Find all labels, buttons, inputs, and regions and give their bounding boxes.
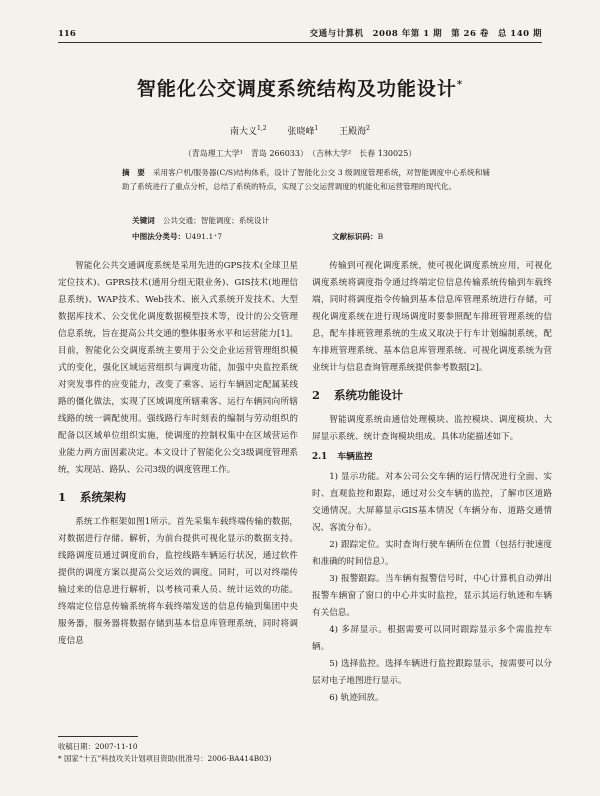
abstract-text: 采用客户机/服务器(C/S)结构体系，设计了智能化公交 3 级调度管理系统，对智能调度中心系统和辅助了系统进行了重点分析，总结了系统的特点，实现了公交运营调度的机能化和运营管理的现代化。 <box>122 168 491 191</box>
clc-value: U491.1⁺7 <box>185 232 223 241</box>
doc-code-label: 文献标识码： <box>332 232 378 241</box>
author-affil-mark: 1 <box>314 125 319 132</box>
section-number: 1 <box>58 490 67 504</box>
journal-info: 交通与计算机 2008 年第 1 期 第 26 卷 总 140 期 <box>309 29 542 39</box>
section-heading <box>312 387 552 404</box>
list-item: 4) 多屏显示。根据需要可以同时跟踪显示多个需监控车辆。 <box>312 625 552 652</box>
author-affil-mark: 2 <box>366 125 370 132</box>
author <box>230 127 267 137</box>
section-title: 系统功能设计 <box>334 388 404 402</box>
body-paragraph: 智能调度系统由通信处理模块、监控模块、调度模块、大屏显示系统、统计查询模块组成。具体功能描述如下。 <box>312 415 552 442</box>
title-footnote-mark: * <box>456 79 464 91</box>
intro-paragraph: 智能化公共交通调度系统是采用先进的GPS技术(全球卫星定位技术)、GPRS技术(通用分组无限业务)、GIS技术(地理信息系统)、WAP技术、Web技术、嵌入式系统开发技术、大型数据库技术、公交优化调度数据模型技术等，设计的公交管理信息系统，旨在提高公共交通的整体服务水平和运营能力[1]。目前，智能化公交调度系统主要用于公交企业运营管理组织模式的变化，强化区域运营组织与调度功能，加强中央监控系统对突发事件的应变能力，改变了乘客、运行车辆固定配属某线路的僵化做法，实现了区域调度所辖乘客、运行车辆同向所辖线路的统一调配使用。强线路行车时刻表的编制与劳动组织的配备以区域单位组织实施，使调度的控制权集中在区域营运作业能力两方面因素决定。本文设计了智能化公交3级调度管理系统，实现站、路队、公司3级的调度管理工作。 <box>58 261 298 475</box>
author-affil-mark: 1,2 <box>257 125 267 132</box>
author-list <box>0 124 600 137</box>
keywords-label: 关键词 <box>132 216 155 225</box>
author <box>339 127 370 137</box>
abstract <box>122 166 490 194</box>
section-title: 系统架构 <box>80 490 127 504</box>
list-item: 6) 轨迹回放。 <box>329 693 384 703</box>
footnote-funding: * 国家“十五”科技攻关计划项目资助(批准号：2006-BA414B03) <box>58 754 272 763</box>
list-item: 1) 显示功能。对本公司公交车辆的运行情况进行全面、实时、直观监控和跟踪，通过对公交车辆的监控，了解市区道路交通情况。大屏幕显示GIS基本情况（车辆分布、道路交通情况、客流分布）。 <box>312 472 552 533</box>
paper-title <box>0 74 600 101</box>
keywords <box>132 215 269 226</box>
section-heading <box>58 489 298 506</box>
author-name: 南大义 <box>230 127 258 137</box>
paper-title-text: 智能化公交调度系统结构及功能设计 <box>136 78 457 100</box>
section-number: 2 <box>312 388 321 402</box>
doc-code-value: B <box>377 232 384 241</box>
footnote-received: 收稿日期：2007-11-10 <box>58 742 138 751</box>
keywords-text: 公共交通；智能调度；系统设计 <box>162 216 270 225</box>
body-paragraph: 系统工作框架如图1所示。首先采集车载终端传输的数据，对数据进行存储、解析，为前台提供可视化显示的数据支持。线路调度员通过调度前台，监控线路车辆运行状况，通过软件提供的调度方案以提高公交运效的调度。同时，可以对终端传输过来的信息进行解析，以考核司乘人员、统计运效的功能。终端定位信息传输系统将车载终端发送的信息传输到集团中央服务器，服务器将数据存储到基本信息库管理系统，同时将调度信息 <box>58 517 298 646</box>
author-name: 张晓峰 <box>287 127 315 137</box>
subsection-number: 2.1 <box>312 452 328 462</box>
body-paragraph: 传输到可视化调度系统，使可视化调度系统应用，可视化调度系统将调度指令通过终端定位信息传输系统传输到车载终端，同时将调度指令传输到基本信息库管理系统进行存储，可视化调度系统在进行现场调度时要参照配车排班管理系统的信息，配车排班管理系统的生成又取决于行车计划编制系统，配车排班管理系统、基本信息库管理系统、可视化调度系统为营业统计与信息查询管理系统提供参考数据[2]。 <box>312 261 552 373</box>
author-name: 王殿海 <box>339 127 367 137</box>
footnote-divider <box>58 736 138 737</box>
subsection-heading <box>312 449 552 466</box>
subsection-title: 车辆监控 <box>337 452 373 462</box>
right-column <box>312 258 552 707</box>
left-column <box>58 258 298 650</box>
abstract-label: 摘 要 <box>122 168 145 177</box>
author <box>287 127 318 137</box>
document-code <box>332 231 383 242</box>
list-item: 2) 跟踪定位。实时查询行驶车辆所在位置（包括行驶速度和准确的时间信息）。 <box>312 540 552 567</box>
running-header <box>58 26 542 43</box>
list-item: 5) 选择监控。选择车辆进行监控跟踪显示，按需要可以分层对电子地图进行显示。 <box>312 659 552 686</box>
clc-label: 中图法分类号： <box>132 232 186 241</box>
clc-number <box>132 231 222 242</box>
list-item: 3) 报警跟踪。当车辆有报警信号时，中心计算机自动弹出报警车辆窗了窗口的中心并实时监控，显示其运行轨迹和车辆有关信息。 <box>312 574 552 618</box>
page-number: 116 <box>58 29 76 39</box>
affiliations: （青岛理工大学¹ 青岛 266033） （吉林大学² 长春 130025） <box>183 149 417 158</box>
